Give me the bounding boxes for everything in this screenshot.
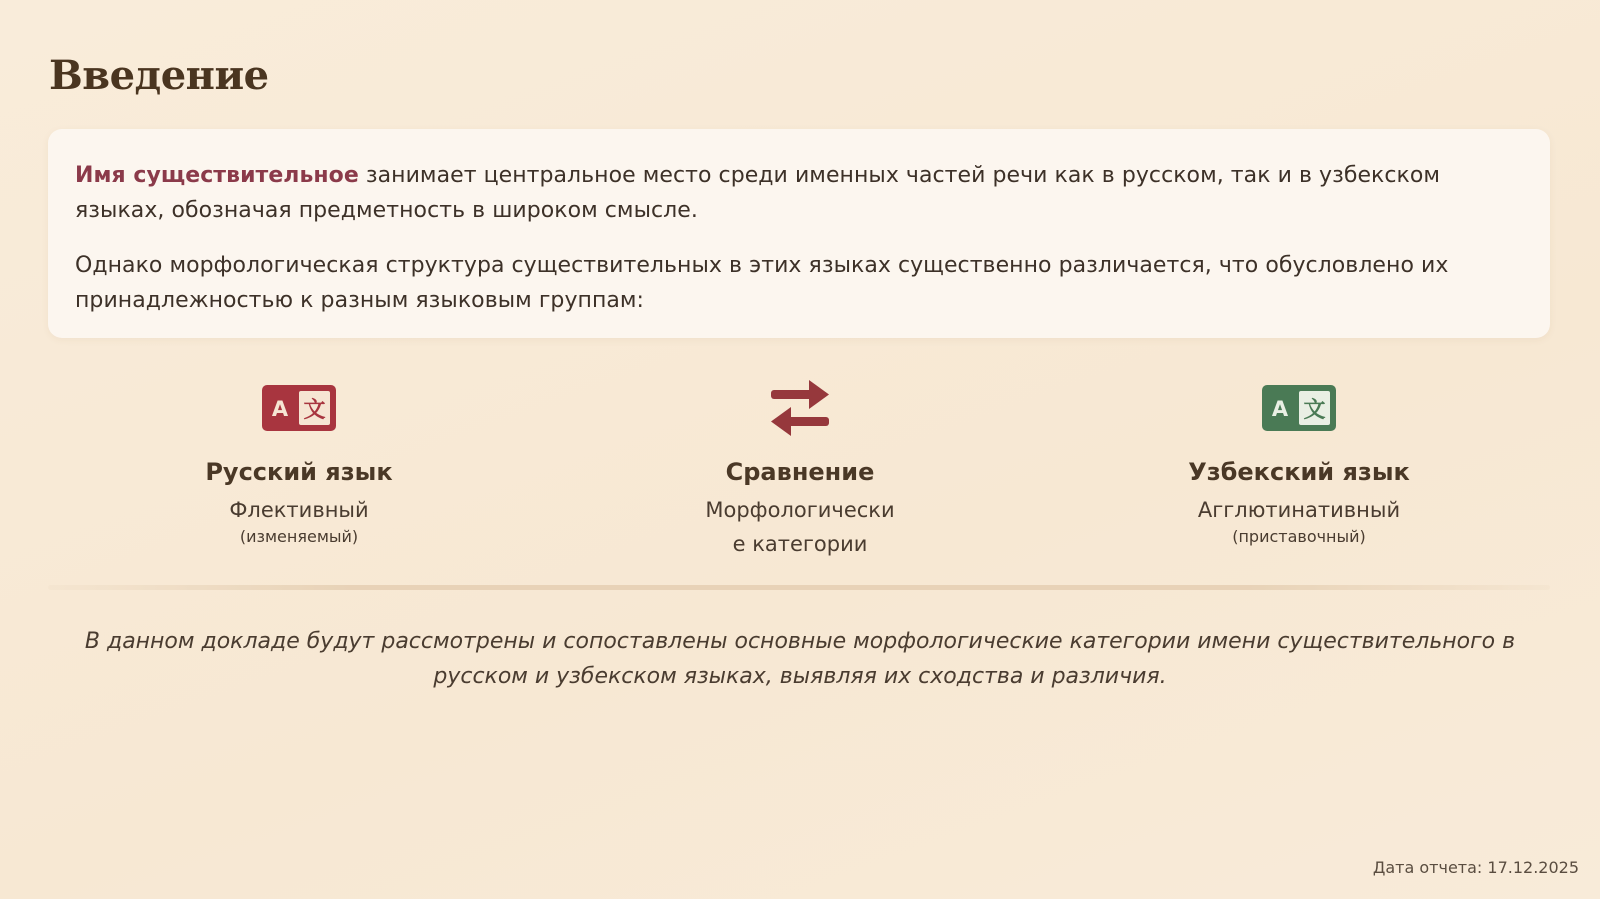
report-date: Дата отчета: 17.12.2025 bbox=[1372, 858, 1579, 877]
comparison-column bbox=[650, 376, 950, 561]
page-title: Введение bbox=[49, 52, 269, 99]
uzbek-language-column bbox=[1149, 376, 1449, 547]
column-note: (изменяемый) bbox=[239, 527, 359, 546]
column-title: Русский язык bbox=[205, 458, 393, 486]
column-note: (приставочный) bbox=[1232, 527, 1366, 546]
conclusion-text: В данном докладе будут рассмотрены и сопоставлены основные морфологические категории имени существительного в русском и узбекском языках, выявляя их сходства и различия. bbox=[84, 629, 1516, 689]
intro-paragraph-2: Однако морфологическая структура существительных в этих языках существенно различается, что обусловлено их принадлежностью к разным языковым группам: bbox=[75, 253, 1449, 313]
svg-text:A: A bbox=[1271, 397, 1289, 421]
svg-text:文: 文 bbox=[1303, 398, 1326, 423]
svg-text:文: 文 bbox=[303, 398, 326, 423]
exchange-arrows-icon bbox=[769, 378, 831, 438]
translate-icon bbox=[262, 385, 336, 431]
column-subtitle: Флективный bbox=[229, 498, 369, 522]
intro-paragraph-1-text: занимает центральное место среди именных частей речи как в русском, так и в узбекском языках, обозначая предметность в широком смысле. bbox=[75, 163, 1441, 223]
column-subtitle: Агглютинативный bbox=[1197, 498, 1401, 522]
russian-language-column bbox=[149, 376, 449, 547]
column-title: Сравнение bbox=[725, 458, 875, 486]
intro-paragraph-1 bbox=[75, 158, 1524, 228]
intro-card bbox=[48, 129, 1550, 338]
svg-text:A: A bbox=[271, 397, 289, 421]
translate-icon bbox=[1262, 385, 1336, 431]
column-subtitle: Морфологические категории bbox=[705, 498, 895, 556]
term-highlight: Имя существительное bbox=[75, 163, 359, 188]
divider bbox=[48, 585, 1550, 590]
column-title: Узбекский язык bbox=[1188, 458, 1410, 486]
